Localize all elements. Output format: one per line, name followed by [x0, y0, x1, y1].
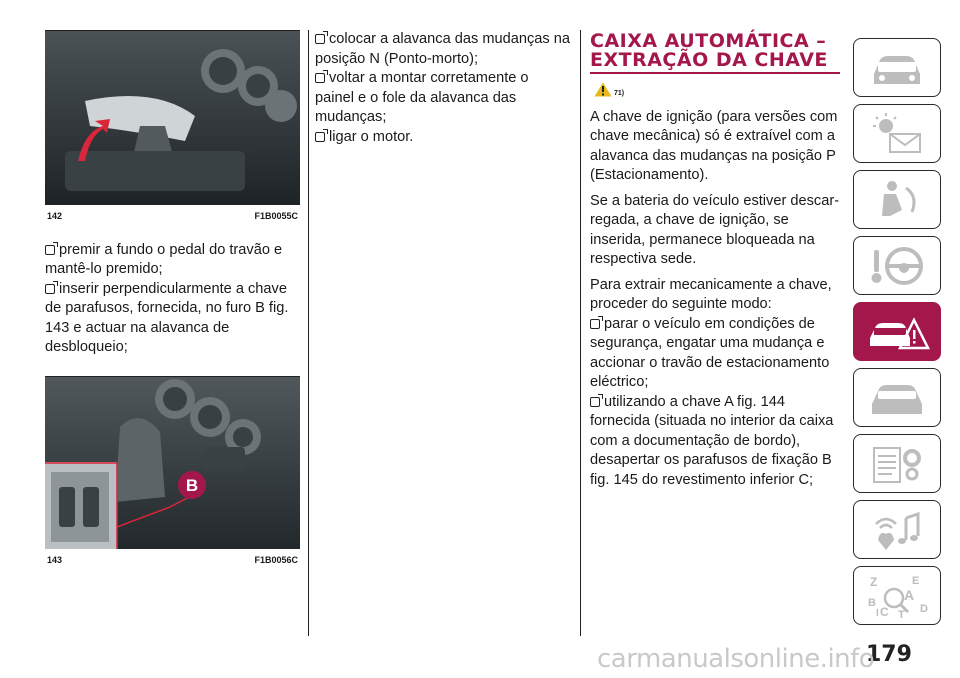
tab-starting-driving[interactable] [853, 236, 941, 295]
figure-143 [45, 376, 300, 571]
chapter-tabs-sidebar [853, 38, 941, 632]
figure-143-caption [45, 549, 300, 571]
multimedia-icon [862, 506, 932, 554]
warning-triangle-icon [594, 82, 612, 97]
list-item: premir a fundo o pedal do travão e mantê-lo premido; [45, 241, 283, 277]
car-maintenance-icon [862, 374, 932, 422]
left-column [45, 30, 300, 570]
svg-text:I: I [876, 607, 879, 619]
list-item: voltar a montar corretamente o painel e o fole da alavanca das mudanças; [315, 70, 529, 125]
tab-emergency[interactable] [853, 302, 941, 361]
tab-index[interactable] [853, 566, 941, 625]
figure-142 [45, 30, 300, 227]
technical-data-icon [862, 440, 932, 488]
seat-airbag-icon [862, 176, 932, 224]
figure-143-image [45, 377, 300, 549]
tab-maintenance[interactable] [853, 368, 941, 427]
list-item: inserir perpendicularmente a chave de parafusos, fornecida, no furo B fig. 143 e actuar na alavanca de desbloqueio; [45, 280, 289, 355]
column-divider [580, 30, 581, 636]
list-item: ligar o motor. [315, 128, 570, 148]
svg-text:C: C [880, 604, 889, 619]
gear-lever-screw-hole-illustration [45, 377, 300, 549]
svg-text:B: B [868, 596, 876, 609]
svg-text:D: D [920, 602, 928, 615]
list-item: parar o veículo em condições de segurança, engatar uma mudança e accionar o travão de estacionamento eléctrico; [590, 315, 830, 390]
tab-warning-lights[interactable] [853, 104, 941, 163]
paragraph: A chave de ignição (para versões com chave mecânica) só é extraível com a alavanca das mudanças na posição P (Estacionamento). [590, 108, 838, 183]
middle-column [315, 30, 570, 147]
paragraph: Para extrair mecanicamente a chave, proceder do seguinte modo: [590, 276, 832, 312]
column1-bullets [45, 241, 300, 358]
checkbox-bullet-icon [45, 245, 55, 255]
list-item: utilizando a chave A fig. 144 fornecida (situada no interior da caixa com a documentação de bordo), desapertar os parafusos de fixação B fig. 145 do revestimento inferior C; [590, 393, 834, 488]
emergency-car-icon [862, 308, 932, 356]
figure-142-image [45, 31, 300, 205]
tab-dashboard[interactable] [853, 38, 941, 97]
car-dashboard-icon [862, 44, 932, 92]
callout-label-b: B [185, 475, 199, 495]
figure-142-caption [45, 205, 300, 227]
figure-number: 142 [47, 211, 63, 221]
svg-text:Z: Z [870, 574, 878, 589]
paragraph: Se a bateria do veículo estiver descarregada, a chave de ignição, se inserida, permanece bloqueada na respectiva sede. [590, 192, 840, 267]
steering-wheel-icon [862, 242, 932, 290]
checkbox-bullet-icon [590, 397, 600, 407]
page-number: 179 [866, 642, 912, 667]
checkbox-bullet-icon [315, 132, 325, 142]
tab-technical-data[interactable] [853, 434, 941, 493]
svg-text:A: A [904, 586, 915, 603]
gear-lever-panel-illustration [45, 31, 300, 205]
list-item: colocar a alavanca das mudanças na posição N (Ponto-morto); [315, 31, 570, 67]
section-title: CAIXA AUTOMÁTICA – EXTRAÇÃO DA CHAVE [590, 32, 840, 74]
figure-code: F1B0055C [254, 211, 298, 221]
alphabetical-index-icon [862, 572, 932, 620]
checkbox-bullet-icon [45, 284, 55, 294]
watermark: carmanualsonline.info [597, 644, 875, 674]
warning-reference [594, 82, 840, 104]
checkbox-bullet-icon [590, 319, 600, 329]
checkbox-bullet-icon [315, 73, 325, 83]
tab-multimedia[interactable] [853, 500, 941, 559]
svg-text:T: T [898, 608, 905, 620]
svg-text:E: E [912, 574, 920, 587]
right-column [590, 30, 840, 490]
figure-code: F1B0056C [254, 554, 298, 565]
checkbox-bullet-icon [315, 34, 325, 44]
tab-safety[interactable] [853, 170, 941, 229]
column-divider [308, 30, 309, 636]
warning-lights-icon [862, 110, 932, 158]
warning-ref-number: 71) [614, 90, 625, 97]
figure-number: 143 [47, 554, 63, 565]
